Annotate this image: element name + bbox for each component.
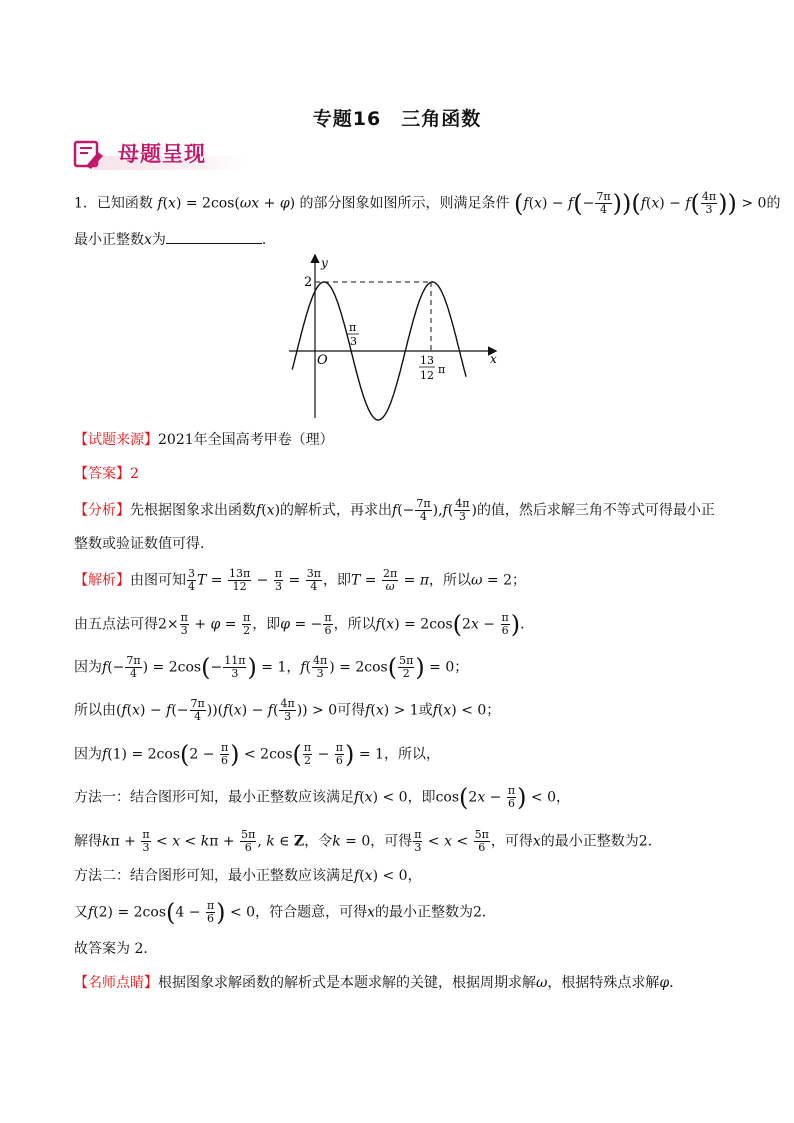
solution-text: 所以由	[74, 702, 116, 719]
analysis-text: 的值，然后求解三角不等式可得最小正	[476, 502, 715, 519]
solution-text: 方法二：结合图形可知，最小正整数应该满足	[74, 868, 354, 884]
origin-label: O	[317, 353, 328, 368]
solution-text: 2．	[473, 904, 496, 921]
max-value-label: 2	[304, 275, 313, 290]
solution-text: 的最小正整数为	[375, 904, 473, 921]
solution-text: ，符合题意，可得	[255, 904, 368, 921]
answer-blank	[166, 229, 262, 244]
answer-value: 2	[130, 466, 139, 482]
solution-line-3: 因为f(− $\frac{7\pi}{4}$ ) = 2cos(− $\frac{11\pi}{3}$ ) = 1，f( $\frac{4\pi}{3}$ ) = 2cos( $\frac{5\pi}{2}$ ) = 0；	[74, 653, 469, 682]
x-axis-label: x	[490, 352, 497, 366]
y-axis-label: y	[321, 256, 328, 270]
analysis-text: 的解析式，再求出	[280, 502, 393, 519]
analysis-text: 先根据图象求出函数	[130, 502, 256, 519]
solution-text: 又	[74, 904, 88, 921]
solution-text: ，可得	[370, 833, 413, 850]
analysis-tag: 【分析】	[74, 502, 130, 519]
page-title: 专题16 三角函数	[312, 108, 482, 130]
question-line-1: 1．已知函数 f(x) = 2cos(ωx + φ) 的部分图象如图所示，则满足条件 (f(x) − f(− $\frac{7\pi}{4}$ ))(f(x) − f( $\frac{4\pi}{3}$ )) > 0的	[74, 189, 781, 218]
question-text: 1．已知函数	[74, 195, 153, 212]
solution-text: ，所以，	[383, 746, 440, 763]
question-text: 最小正整数	[74, 232, 144, 248]
tips-tag: 【名师点睛】	[74, 975, 158, 991]
solution-text: ，可得	[490, 833, 533, 850]
solution-text: 可得	[337, 702, 366, 719]
var-x: x	[144, 232, 152, 248]
solution-text: 因为	[74, 659, 102, 676]
analysis-line-2: 整数或验证数值可得．	[74, 536, 214, 552]
solution-text: ，即	[407, 789, 436, 806]
answer-tag: 【答案】	[74, 466, 130, 482]
solution-text: 或	[418, 702, 433, 719]
book-icon	[72, 138, 106, 170]
source-text: 2021年全国高考甲卷（理）	[158, 432, 334, 448]
solution-text: 方法一：结合图形可知，最小正整数应该满足	[74, 789, 354, 806]
solution-line-7: 解得kπ + $\frac{\pi}{3}$ < x < kπ + $\frac{5\pi}{6}$ , k ∈ Z，令k = 0，可得 $\frac{\pi}{3}$ < x < $\frac{5\pi}{6}$ ，可得x的最小正整数为2．	[74, 828, 662, 854]
solution-text: ，即	[322, 572, 351, 589]
zero-label-den: 3	[350, 335, 357, 348]
source-line	[74, 430, 334, 450]
solution-text: 的最小正整数为	[540, 833, 639, 850]
solution-text: ，所以	[333, 616, 376, 633]
solution-line-9: 又f(2) = 2cos(4 − $\frac{\pi}{6}$ ) < 0，符合题意，可得x的最小正整数为2．	[74, 898, 496, 927]
solution-line-2: 由五点法可得2× $\frac{\pi}{3}$ + φ = $\frac{\pi}{2}$ ，即φ = − $\frac{\pi}{6}$ ，所以f(x) = 2cos(2x − $\frac{\pi}{6}$ )．	[74, 610, 535, 639]
solution-line-6: 方法一：结合图形可知，最小正整数应该满足f(x) < 0，即cos(2x − $\frac{\pi}{6}$ ) < 0，	[74, 783, 571, 812]
function-graph	[283, 250, 503, 422]
zero-label-num: π	[349, 321, 357, 334]
tips-text: ，根据特殊点求解	[547, 975, 660, 991]
solution-text: 解得	[74, 833, 102, 850]
solution-line-1: 【解析】由图可知 $\frac{3}{4}$ T = $\frac{13\pi}{12}$ − $\frac{\pi}{3}$ = $\frac{3\pi}{4}$ ，即T = $\frac{2\pi}{\omega}$ = π，所以ω = 2；	[74, 567, 526, 593]
solution-line-5: 因为f(1) = 2cos(2 − $\frac{\pi}{6}$ ) < 2cos( $\frac{\pi}{2}$ − $\frac{\pi}{6}$ ) = 1，所以，	[74, 740, 440, 769]
peak-x-pi: π	[438, 363, 446, 376]
solution-line-10: 故答案为 2．	[74, 941, 158, 957]
question-text: 为	[151, 232, 166, 248]
question-text: 的	[766, 195, 781, 212]
solution-text: 2．	[638, 833, 662, 850]
solution-tag: 【解析】	[74, 572, 130, 589]
solution-line-4: 所以由(f(x) − f(− $\frac{7\pi}{4}$ ))(f(x) − f( $\frac{4\pi}{3}$ )) > 0可得f(x) > 1或f(x) < 0；	[74, 697, 501, 723]
peak-x-num: 13	[420, 354, 434, 367]
analysis-line-1: 【分析】先根据图象求出函数f(x)的解析式，再求出f(− $\frac{7\pi}{4}$ ),f( $\frac{4\pi}{3}$ )的值，然后求解三角不等式可得最小正	[74, 497, 715, 523]
solution-text: ，所以	[429, 572, 472, 589]
answer-line	[74, 464, 139, 484]
solution-text: ，即	[252, 616, 281, 633]
tips-line: 【名师点睛】根据图象求解函数的解析式是本题求解的关键，根据周期求解ω，根据特殊点求解φ．	[74, 975, 684, 991]
tips-text: 根据图象求解函数的解析式是本题求解的关键，根据周期求解	[158, 975, 536, 991]
solution-line-8: 方法二：结合图形可知，最小正整数应该满足f(x) < 0，	[74, 868, 422, 884]
tips-text: ．	[669, 975, 684, 991]
banner-label: 母题呈现	[118, 142, 206, 166]
section-banner	[72, 136, 244, 172]
solution-text: 因为	[74, 746, 102, 763]
question-text: 的部分图象如图所示，则满足条件	[299, 195, 510, 212]
solution-text: ，令	[304, 833, 333, 850]
solution-text: 由五点法可得	[74, 616, 158, 633]
question-line-2: 最小正整数x为 ．	[74, 229, 276, 250]
source-tag: 【试题来源】	[74, 432, 158, 448]
peak-x-den: 12	[420, 369, 434, 382]
solution-text: 由图可知	[130, 572, 186, 589]
